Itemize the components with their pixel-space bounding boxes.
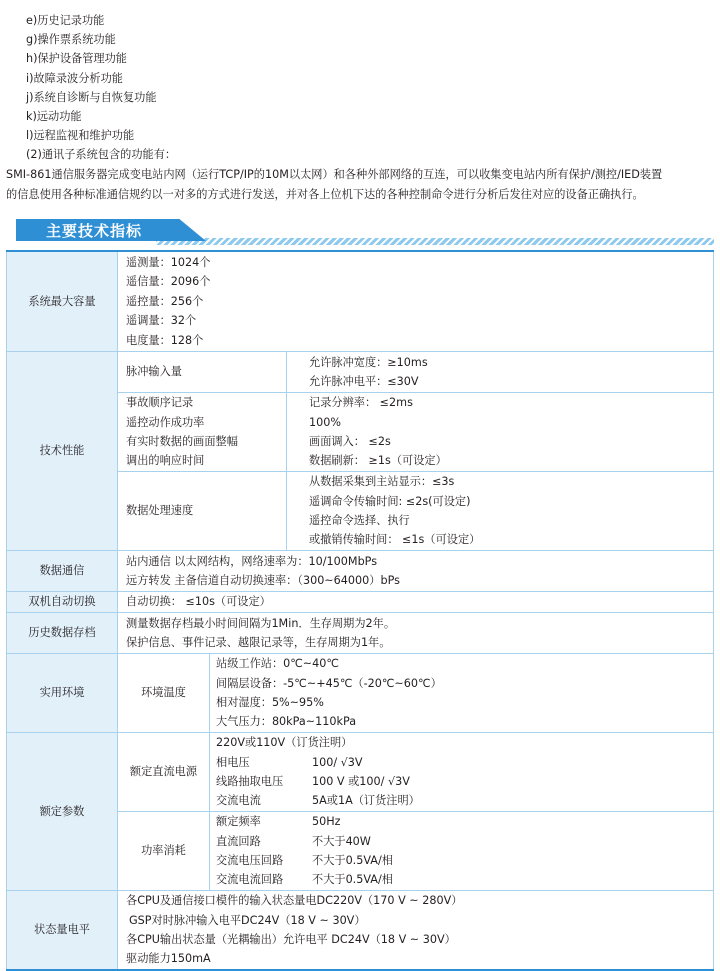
capacity-item: 遥信量：2096个 bbox=[126, 275, 211, 289]
row-label-status: 状态量电平 bbox=[7, 891, 118, 971]
env-sub-label: 环境温度 bbox=[118, 654, 210, 733]
capacity-values bbox=[118, 251, 714, 352]
list-item: (2)通讯子系统包含的功能有： bbox=[26, 148, 177, 162]
power-item bbox=[216, 832, 713, 851]
data-speed-item: 或撤销传输时间： ≤1s（可设定） bbox=[309, 533, 481, 547]
env-item: 站级工作站：0℃~40℃ bbox=[216, 657, 339, 671]
dc-key: 相电压 bbox=[216, 755, 250, 769]
power-val: 不大于40W bbox=[312, 834, 371, 848]
env-item: 大气压力：80kPa~110kPa bbox=[216, 715, 357, 729]
event-values bbox=[287, 393, 714, 472]
dc-first: 220V或110V（订货注明） bbox=[216, 736, 353, 750]
power-item bbox=[216, 870, 713, 889]
event-label: 调出的响应时间 bbox=[126, 454, 205, 468]
event-label: 有实时数据的画面整幅 bbox=[126, 435, 238, 448]
list-item: e)历史记录功能 bbox=[26, 14, 105, 27]
status-item: 各CPU输出状态量（光耦输出）允许电平 DC24V（18 V ~ 30V） bbox=[126, 933, 456, 946]
env-values bbox=[210, 654, 714, 733]
list-item: i)故障录波分析功能 bbox=[26, 71, 123, 85]
capacity-item: 遥调量：32个 bbox=[126, 314, 197, 328]
list-item: j)系统自诊断与自恢复功能 bbox=[26, 90, 157, 104]
history-item: 测量数据存档最小时间间隔为1Min．生存周期为2年。 bbox=[126, 616, 396, 630]
history-values bbox=[118, 613, 714, 654]
row-label-history: 历史数据存档 bbox=[7, 613, 118, 654]
table-row bbox=[7, 251, 714, 352]
power-item bbox=[216, 851, 713, 870]
comm-values bbox=[118, 551, 714, 592]
data-speed-label: 数据处理速度 bbox=[118, 472, 287, 551]
power-key: 交流电流回路 bbox=[216, 873, 284, 887]
event-value: 记录分辨率： ≤2ms bbox=[309, 396, 413, 410]
comm-item: 站内通信 以太网结构，网络速率为：10/100MbPs bbox=[126, 554, 378, 568]
row-label-comm: 数据通信 bbox=[7, 551, 118, 592]
dc-key: 线路抽取电压 bbox=[216, 775, 284, 788]
power-key: 直流回路 bbox=[216, 834, 261, 848]
dc-val: 50Hz bbox=[312, 815, 341, 829]
table-row bbox=[7, 733, 714, 812]
row-label-switch: 双机自动切换 bbox=[7, 592, 118, 613]
section-title: 主要技术指标 bbox=[46, 222, 143, 240]
switch-value: 自动切换： ≤10s（可设定） bbox=[118, 592, 714, 613]
capacity-item: 遥测量：1024个 bbox=[126, 255, 211, 269]
event-labels bbox=[118, 393, 287, 472]
capacity-item: 遥控量：256个 bbox=[126, 294, 204, 308]
comm-item: 远方转发 主备信道自动切换速率：（300~64000）bPs bbox=[126, 574, 400, 587]
dc-item bbox=[216, 791, 713, 810]
description-paragraph bbox=[6, 165, 714, 204]
row-label-capacity: 系统最大容量 bbox=[7, 251, 118, 352]
data-speed-item: 从数据采集到主站显示：≤3s bbox=[309, 475, 455, 489]
paragraph-line: 的信息使用各种标准通信规约以一对多的方式进行发送，并对各上位机下达的各种控制命令进行分析后发往对应的设备正确执行。 bbox=[6, 187, 644, 201]
section-banner bbox=[6, 215, 714, 245]
data-speed-item: 遥调命令传输时间: ≤2s(可设定) bbox=[309, 494, 471, 508]
dc-key: 交流电流 bbox=[216, 794, 261, 808]
pulse-item: 允许脉冲电平：≤30V bbox=[309, 375, 419, 388]
data-speed-values bbox=[287, 472, 714, 551]
table-row bbox=[7, 551, 714, 592]
dc-val: 5A或1A（订货注明） bbox=[312, 794, 420, 808]
power-key: 交流电压回路 bbox=[216, 854, 284, 867]
table-row bbox=[7, 613, 714, 654]
env-item: 间隔层设备：-5℃~+45℃（-20℃~60℃） bbox=[216, 676, 442, 690]
event-value: 画面调入： ≤2s bbox=[309, 435, 391, 448]
banner-stripe bbox=[156, 238, 714, 245]
event-label: 事故顺序记录 bbox=[126, 396, 194, 410]
row-label-tech: 技术性能 bbox=[7, 352, 118, 551]
list-item: l)远程监视和维护功能 bbox=[26, 129, 135, 143]
power-val: 不大于0.5VA/相 bbox=[312, 873, 393, 887]
dc-key: 额定频率 bbox=[216, 815, 261, 829]
env-item: 相对湿度：5%~95% bbox=[216, 696, 324, 709]
power-label: 功率消耗 bbox=[118, 812, 210, 891]
paragraph-line: SMI-861通信服务器完成变电站内网（运行TCP/IP的10M以太网）和各种外部网络的互连，可以收集变电站内所有保护/测控/IED装置 bbox=[6, 168, 663, 181]
table-row bbox=[7, 891, 714, 971]
pulse-label: 脉冲输入量 bbox=[118, 352, 287, 393]
data-speed-item: 遥控命令选择、执行 bbox=[309, 514, 410, 527]
event-value: 100% bbox=[309, 415, 341, 429]
table-row bbox=[7, 352, 714, 393]
dc-item bbox=[216, 812, 713, 831]
row-label-env: 实用环境 bbox=[7, 654, 118, 733]
event-value: 数据刷新： ≥1s（可设定） bbox=[309, 454, 447, 468]
event-label: 遥控动作成功率 bbox=[126, 415, 205, 429]
dc-val: 100 V 或100/ √3V bbox=[312, 775, 410, 788]
capacity-item: 电度量：128个 bbox=[126, 333, 204, 347]
function-list bbox=[26, 11, 176, 165]
dc-item bbox=[216, 772, 713, 791]
row-label-rated: 额定参数 bbox=[7, 733, 118, 891]
dc-item bbox=[216, 753, 713, 772]
table-row bbox=[7, 654, 714, 733]
power-val: 不大于0.5VA/相 bbox=[312, 854, 393, 867]
history-item: 保护信息、事件记录、越限记录等，生存周期为1年。 bbox=[126, 636, 391, 649]
power-values bbox=[210, 812, 714, 891]
list-item: h)保护设备管理功能 bbox=[26, 52, 127, 66]
table-row bbox=[7, 592, 714, 613]
list-item: k)远动功能 bbox=[26, 110, 82, 124]
dc-values bbox=[210, 733, 714, 812]
pulse-item: 允许脉冲宽度：≥10ms bbox=[309, 355, 428, 369]
spec-table bbox=[6, 250, 714, 971]
list-item: g)操作票系统功能 bbox=[26, 33, 116, 47]
status-values bbox=[118, 891, 714, 971]
status-item: 各CPU及通信接口模件的输入状态量电DC220V（170 V ~ 280V） bbox=[126, 894, 463, 908]
pulse-values bbox=[287, 352, 714, 393]
status-item: GSP对时脉冲输入电平DC24V（18 V ~ 30V） bbox=[129, 913, 366, 927]
dc-label: 额定直流电源 bbox=[118, 733, 210, 812]
status-item: 驱动能力150mA bbox=[126, 952, 211, 966]
dc-val: 100/ √3V bbox=[312, 755, 363, 769]
